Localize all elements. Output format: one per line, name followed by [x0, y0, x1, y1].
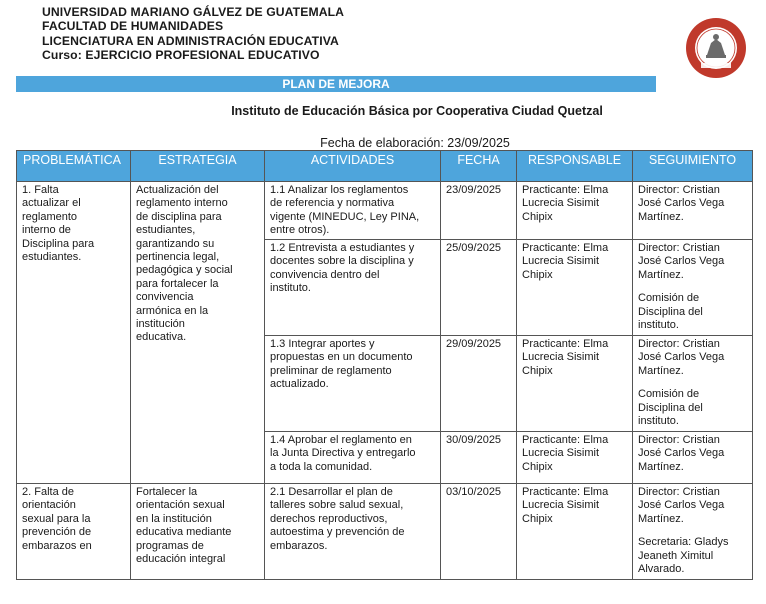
- actividad-cell: [265, 484, 441, 580]
- responsable-line: Chipix: [522, 512, 553, 525]
- seguimiento-line: Director: Cristian: [638, 338, 720, 350]
- col-header-estrategia: ESTRATEGIA: [131, 151, 265, 182]
- seguimiento-cell: [633, 432, 753, 484]
- responsable-line: Lucrecia Sisimit: [522, 197, 600, 210]
- seguimiento-line: Director: Cristian: [638, 184, 720, 196]
- responsable-line: Practicante: Elma: [522, 184, 609, 196]
- estrategia-line: para fortalecer la: [136, 277, 219, 290]
- fecha-cell: 25/09/2025: [441, 240, 517, 336]
- university-name: UNIVERSIDAD MARIANO GÁLVEZ DE GUATEMALA: [42, 5, 345, 19]
- seguimiento-line: Director: Cristian: [638, 242, 720, 254]
- estrategia-line: en la institución: [136, 512, 212, 525]
- seguimiento-line: José Carlos Vega: [638, 255, 725, 268]
- actividad-line: 2.1 Desarrollar el plan de: [270, 486, 393, 498]
- seguimiento-line: José Carlos Vega: [638, 197, 725, 210]
- seguimiento-line: Secretaria: Gladys: [638, 536, 729, 549]
- actividad-line: embarazos.: [270, 539, 328, 552]
- estrategia-line: educativa.: [136, 331, 187, 344]
- problematica-line: interno de: [22, 224, 71, 237]
- actividad-line: 1.4 Aprobar el reglamento en: [270, 434, 412, 446]
- actividad-line: de referencia y normativa: [270, 197, 395, 210]
- seguimiento-line: Comisión de: [638, 292, 700, 305]
- responsable-cell: [517, 240, 633, 336]
- seguimiento-line: instituto.: [638, 415, 679, 428]
- table-row: [17, 484, 753, 580]
- actividad-line: preliminar de reglamento: [270, 364, 392, 377]
- responsable-line: Lucrecia Sisimit: [522, 351, 600, 364]
- problematica-cell: [17, 484, 131, 580]
- degree-name: LICENCIATURA EN ADMINISTRACIÓN EDUCATIVA: [42, 33, 339, 48]
- table-header-row: [17, 151, 753, 182]
- actividad-line: propuestas en un documento: [270, 351, 413, 364]
- estrategia-line: programas de: [136, 539, 204, 552]
- actividad-line: 1.2 Entrevista a estudiantes y: [270, 242, 415, 254]
- seguimiento-line: Disciplina del: [638, 305, 703, 318]
- estrategia-line: pedagógica y social: [136, 264, 233, 277]
- responsable-line: Practicante: Elma: [522, 338, 609, 350]
- actividad-cell: [265, 240, 441, 336]
- seguimiento-line: instituto.: [638, 319, 679, 332]
- col-header-fecha: FECHA: [441, 151, 517, 182]
- estrategia-line: pertinencia legal,: [136, 251, 220, 264]
- estrategia-line: orientación sexual: [136, 499, 225, 512]
- responsable-cell: [517, 182, 633, 240]
- seguimiento-cell: [633, 240, 753, 336]
- responsable-line: Practicante: Elma: [522, 486, 609, 498]
- actividad-line: instituto.: [270, 282, 311, 295]
- responsable-cell: [517, 484, 633, 580]
- seguimiento-spacer: [638, 282, 748, 292]
- estrategia-line: educación integral: [136, 553, 226, 566]
- actividad-line: autoestima y prevención de: [270, 526, 405, 539]
- faculty-name: FACULTAD DE HUMANIDADES: [42, 19, 224, 34]
- responsable-line: Practicante: Elma: [522, 242, 609, 254]
- col-header-problematica: PROBLEMÁTICA: [17, 151, 131, 182]
- responsable-line: Lucrecia Sisimit: [522, 447, 600, 460]
- fecha-elaboracion: Fecha de elaboración: 23/09/2025: [320, 136, 510, 150]
- problematica-line: 1. Falta: [22, 184, 59, 196]
- problematica-line: reglamento: [22, 210, 78, 223]
- estrategia-line: Fortalecer la: [136, 486, 198, 498]
- seguimiento-line: Martínez.: [638, 460, 684, 473]
- actividad-line: actualizado.: [270, 378, 329, 391]
- seguimiento-line: Disciplina del: [638, 401, 703, 414]
- estrategia-cell: [131, 484, 265, 580]
- seguimiento-cell: [633, 484, 753, 580]
- seguimiento-cell: [633, 182, 753, 240]
- estrategia-line: reglamento interno: [136, 197, 228, 210]
- seguimiento-line: Director: Cristian: [638, 486, 720, 498]
- actividad-line: convivencia dentro del: [270, 268, 380, 281]
- fecha-cell: 23/09/2025: [441, 182, 517, 240]
- estrategia-line: estudiantes,: [136, 224, 196, 237]
- problematica-line: estudiantes.: [22, 251, 82, 264]
- estrategia-line: armónica en la: [136, 304, 209, 317]
- seguimiento-spacer: [638, 526, 748, 536]
- actividad-line: talleres sobre salud sexual,: [270, 499, 404, 512]
- actividad-line: 1.1 Analizar los reglamentos: [270, 184, 409, 196]
- problematica-line: prevención de: [22, 526, 92, 539]
- problematica-line: actualizar el: [22, 197, 81, 210]
- fecha-cell: 03/10/2025: [441, 484, 517, 580]
- col-header-actividades: ACTIVIDADES: [265, 151, 441, 182]
- responsable-cell: [517, 336, 633, 432]
- institute-name: Instituto de Educación Básica por Cooperativa Ciudad Quetzal: [231, 104, 603, 118]
- responsable-line: Chipix: [522, 460, 553, 473]
- actividad-cell: [265, 432, 441, 484]
- estrategia-line: institución: [136, 318, 185, 331]
- estrategia-line: garantizando su: [136, 237, 215, 250]
- actividad-line: la Junta Directiva y entregarlo: [270, 447, 416, 460]
- col-header-responsable: RESPONSABLE: [517, 151, 633, 182]
- seguimiento-line: Martínez.: [638, 210, 684, 223]
- problematica-line: sexual para la: [22, 512, 91, 525]
- seguimiento-line: José Carlos Vega: [638, 499, 725, 512]
- estrategia-cell: [131, 182, 265, 484]
- seguimiento-line: Martínez.: [638, 268, 684, 281]
- responsable-line: Chipix: [522, 268, 553, 281]
- estrategia-line: educativa mediante: [136, 526, 232, 539]
- plan-title: PLAN DE MEJORA: [16, 76, 656, 92]
- actividad-line: a toda la comunidad.: [270, 460, 373, 473]
- seguimiento-line: Martínez.: [638, 364, 684, 377]
- estrategia-line: de disciplina para: [136, 210, 222, 223]
- seguimiento-line: José Carlos Vega: [638, 447, 725, 460]
- estrategia-line: convivencia: [136, 291, 194, 304]
- actividad-cell: [265, 336, 441, 432]
- actividad-cell: [265, 182, 441, 240]
- responsable-line: Lucrecia Sisimit: [522, 499, 600, 512]
- seguimiento-line: Alvarado.: [638, 563, 685, 576]
- responsable-line: Lucrecia Sisimit: [522, 255, 600, 268]
- problematica-line: 2. Falta de: [22, 486, 74, 498]
- university-seal-icon: [685, 17, 747, 79]
- actividad-line: 1.3 Integrar aportes y: [270, 338, 375, 350]
- col-header-seguimiento: SEGUIMIENTO: [633, 151, 753, 182]
- seguimiento-line: Martínez.: [638, 512, 684, 525]
- actividad-line: entre otros).: [270, 224, 330, 237]
- problematica-line: orientación: [22, 499, 76, 512]
- document-header: [42, 5, 344, 63]
- actividad-line: vigente (MINEDUC, Ley PINA,: [270, 210, 420, 223]
- fecha-cell: 30/09/2025: [441, 432, 517, 484]
- course-name: Curso: EJERCICIO PROFESIONAL EDUCATIVO: [42, 48, 320, 63]
- problematica-line: embarazos en: [22, 539, 92, 552]
- problematica-line: Disciplina para: [22, 237, 95, 250]
- responsable-line: Chipix: [522, 364, 553, 377]
- seguimiento-cell: [633, 336, 753, 432]
- responsable-line: Chipix: [522, 210, 553, 223]
- fecha-cell: 29/09/2025: [441, 336, 517, 432]
- responsable-line: Practicante: Elma: [522, 434, 609, 446]
- estrategia-line: Actualización del: [136, 184, 219, 196]
- seguimiento-spacer: [638, 378, 748, 388]
- actividad-line: docentes sobre la disciplina y: [270, 255, 414, 268]
- seguimiento-line: Director: Cristian: [638, 434, 720, 446]
- responsable-cell: [517, 432, 633, 484]
- seguimiento-line: José Carlos Vega: [638, 351, 725, 364]
- seguimiento-line: Jeaneth Ximitul: [638, 549, 714, 562]
- actividad-line: derechos reproductivos,: [270, 512, 388, 525]
- seguimiento-line: Comisión de: [638, 388, 700, 401]
- plan-table: [16, 150, 753, 580]
- problematica-cell: [17, 182, 131, 484]
- table-row: [17, 182, 753, 240]
